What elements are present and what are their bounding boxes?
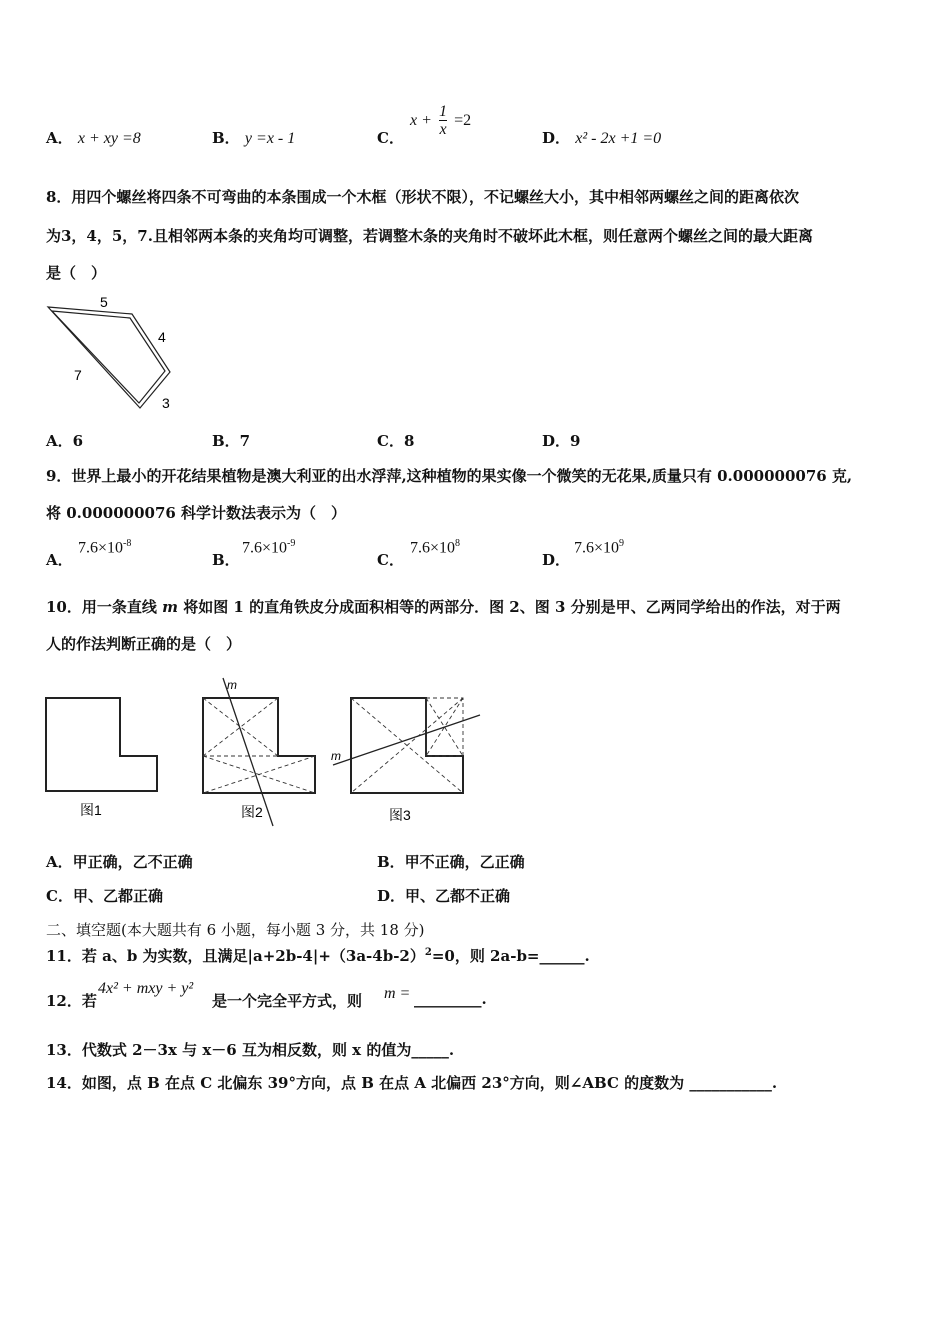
q8-option-d: D．9 (542, 432, 581, 450)
q7-option-c-numerator: 1 (439, 103, 447, 120)
q7-option-a-expr: x + xy =8 (77, 130, 141, 147)
q12-pre: 12．若 (46, 992, 97, 1010)
q14: 14．如图，点 B 在点 C 北偏东 39°方向，点 B 在点 A 北偏西 23°方向，则∠ABC 的度数为 ___________. (46, 1074, 778, 1092)
q9-option-a-base: 7.6×10 (78, 539, 124, 557)
q8-option-c: C．8 (377, 432, 415, 450)
q10-line-2: 人的作法判断正确的是（ ） (46, 635, 242, 653)
q7-option-a (46, 127, 141, 148)
q9-option-a-exp: -8 (123, 538, 132, 549)
q10-figure-1 (40, 690, 170, 820)
q12-blank: _________. (414, 990, 487, 1008)
q12-expr: 4x² + mxy + y² (98, 980, 194, 997)
q9-option-c-exp: 8 (455, 538, 461, 549)
q11-text-post: =0，则 2a-b=______. (431, 947, 590, 965)
q10-option-a: A．甲正确，乙不正确 (46, 853, 193, 871)
q7-option-d (542, 127, 661, 148)
q10-figure-1-caption: 图1 (80, 802, 102, 818)
q10-figure-2-caption: 图2 (241, 804, 263, 820)
q10-line-1-post: 将如图 1 的直角铁皮分成面积相等的两部分．图 2、图 3 分别是甲、乙两同学给出的作法，对于两 (177, 598, 841, 616)
q12-mid: 是一个完全平方式，则 (212, 992, 363, 1010)
q11-exp: 2 (424, 947, 432, 958)
q9-option-c-base: 7.6×10 (410, 539, 456, 557)
q8-option-a: A．6 (46, 432, 84, 450)
q8-label-top: 5 (100, 294, 108, 310)
q7-option-c-post: =2 (454, 112, 472, 129)
q8-line-3: 是（ ） (46, 264, 107, 282)
q10-line-1 (46, 596, 841, 617)
q12-m-expr: m = (384, 985, 411, 1002)
q8-label-left: 7 (74, 367, 82, 383)
q10-line-1-m: m (162, 598, 178, 616)
q9-line-1: 9．世界上最小的开花结果植物是澳大利亚的出水浮萍,这种植物的果实像一个微笑的无花果,质量只有 0.000000076 克, (46, 467, 853, 485)
q10-figure-3 (325, 690, 485, 830)
q9-option-c-letter: C． (377, 551, 404, 569)
q10-figure-2-line-label: m (227, 678, 237, 692)
q8-option-b: B．7 (212, 432, 251, 450)
q10-option-d: D．甲、乙都不正确 (377, 887, 511, 905)
q8-label-bottom: 3 (162, 395, 170, 411)
q9-option-d-value (574, 538, 624, 557)
q10-figure-3-caption: 图3 (389, 807, 411, 823)
q7-option-c-expr (410, 103, 471, 138)
section-2-heading: 二、填空题(本大题共有 6 小题，每小题 3 分，共 18 分) (46, 921, 425, 939)
q10-figure-3-line-label: m (331, 749, 341, 763)
q10-option-c: C．甲、乙都正确 (46, 887, 163, 905)
q13: 13．代数式 2－3x 与 x－6 互为相反数，则 x 的值为_____. (46, 1041, 455, 1059)
q8-label-right: 4 (158, 329, 166, 345)
q7-option-b-expr: y =x - 1 (244, 130, 296, 147)
q9-option-a-value (78, 538, 131, 557)
q8-line-1: 8．用四个螺丝将四条不可弯曲的本条围成一个木框（形状不限），不记螺丝大小，其中相邻两螺丝之间的距离依次 (46, 188, 799, 206)
q9-option-d-base: 7.6×10 (574, 539, 620, 557)
q7-option-c-fraction (439, 103, 447, 138)
q7-option-b-letter: B． (212, 129, 240, 147)
q10-line-1-pre: 10．用一条直线 (46, 598, 163, 616)
q9-option-b-exp: -9 (287, 538, 296, 549)
q8-line-2: 为3，4，5，7.且相邻两本条的夹角均可调整，若调整木条的夹角时不破坏此木框，则任意两个螺丝之间的最大距离 (46, 227, 813, 245)
q7-option-c-denominator: x (439, 121, 447, 138)
q9-option-b-value (242, 538, 295, 557)
q9-option-b-letter: B． (212, 551, 240, 569)
q11 (46, 945, 590, 966)
q8-wood-frame-figure (40, 290, 190, 420)
q9-option-a-letter: A． (46, 551, 73, 569)
q9-option-b-base: 7.6×10 (242, 539, 288, 557)
q10-figure-2 (195, 674, 330, 830)
q9-option-d-exp: 9 (619, 538, 625, 549)
q7-option-a-letter: A． (46, 129, 73, 147)
q7-option-c-letter: C． (377, 129, 404, 147)
q10-option-b: B．甲不正确，乙正确 (377, 853, 525, 871)
q9-option-c-value (410, 538, 460, 557)
q7-option-b (212, 127, 295, 148)
q7-option-d-letter: D． (542, 129, 571, 147)
q7-option-d-expr: x² - 2x +1 =0 (575, 130, 662, 147)
q7-option-c-pre: x + (410, 112, 432, 129)
q11-text-pre: 11．若 a、b 为实数，且满足|a+2b-4|+（3a-4b-2） (46, 947, 425, 965)
q9-option-d-letter: D． (542, 551, 571, 569)
q9-line-2: 将 0.000000076 科学计数法表示为（ ） (46, 504, 347, 522)
